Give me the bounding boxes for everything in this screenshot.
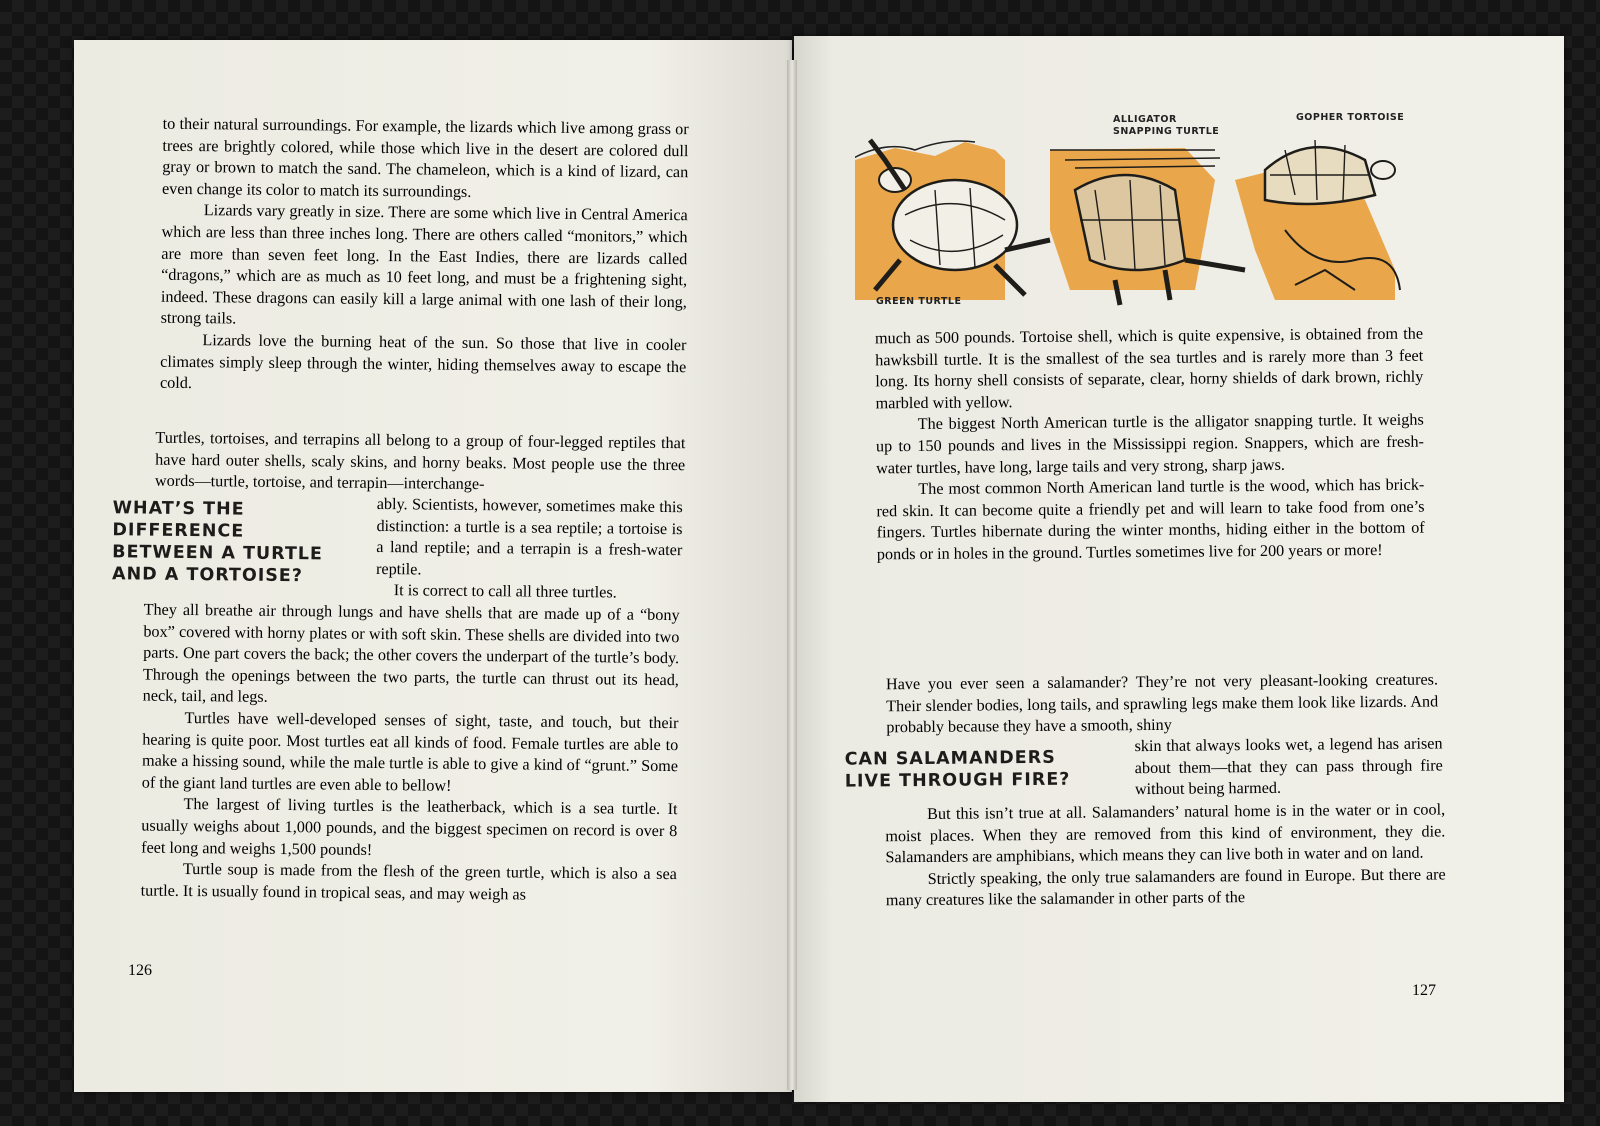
paragraph: Strictly speaking, the only true salamanders are found in Europe. But there are many creatures like the salamander in other parts of the	[885, 865, 1446, 910]
paragraph: The largest of living turtles is the leatherback, which is a sea turtle. It usually weighs about 1,000 pounds, and the biggest specimen on record is over 8 feet long and weighs 1,500 pounds!	[141, 795, 678, 859]
turtle-illustration	[855, 120, 1415, 310]
gopher-tortoise-drawing	[1235, 140, 1400, 300]
caption-alligator-snapping-turtle: ALLIGATOR SNAPPING TURTLE	[1113, 114, 1220, 137]
green-turtle-drawing	[855, 140, 1050, 300]
alligator-snapping-turtle-drawing	[1050, 148, 1245, 305]
paragraph: It is correct to call all three turtles.	[393, 581, 617, 602]
paragraph: The most common North American land turtle is the wood, which has brick-red skin. It can become quite a friendly pet and will learn to take food from one’s fingers. Turtles hibernate during the winter months, hiding either in the bottom of ponds or in holes in the ground. Turtles sometimes live for 200 years or more!	[876, 475, 1425, 564]
book-gutter	[787, 60, 797, 1090]
paragraph: The biggest North American turtle is the alligator snapping turtle. It weighs up to 150 pounds and lives in the Mississippi region. Snappers, which are fresh-water turtles, have long, large tails and very strong, sharp jaws.	[875, 410, 1424, 477]
paragraph: to their natural surroundings. For example, the lizards which live among grass or trees are brightly colored, while those which live in the desert are colored dull gray or brown to match the sand. The chameleon, which is a kind of lizard, can even change its color to match its surroundings.	[161, 114, 689, 201]
caption-gopher-tortoise: GOPHER TORTOISE	[1296, 112, 1405, 123]
paragraph: Lizards love the burning heat of the sun. So those that live in cooler climates simply sleep through the winter, hiding themselves away to escape the cold.	[159, 331, 687, 393]
page-number: 126	[128, 962, 152, 979]
paragraph: Turtle soup is made from the flesh of the green turtle, which is also a sea turtle. It is usually found in tropical seas, and may weigh as	[140, 860, 677, 904]
caption-green-turtle: GREEN TURTLE	[876, 296, 962, 307]
paragraph: Lizards vary greatly in size. There are some which live in Central America which are less than three inches long. There are others called “monitors,” which are more than seven feet long. In the East Indies, there are lizards called “dragons,” which are as much as 10 feet long, and must be a frightening sight, indeed. These dragons can easily kill a large animal with one lash of their long, strong tails.	[160, 201, 688, 328]
paragraph: much as 500 pounds. Tortoise shell, which is quite expensive, is obtained from the hawksbill turtle. It is the smallest of the sea turtles and is rarely more than 3 feet long. Its horny shell consists of separate, clear, horny shields of dark brown, richly marbled with yellow.	[874, 324, 1424, 413]
paragraph: Turtles have well-developed senses of sight, taste, and touch, but their hearing is quite poor. Most turtles eat all kinds of food. Female turtles are able to make a hissing sound, while the male turtle is able to give a kind of “grunt.” Some of the giant land turtles are even able to bellow!	[141, 708, 679, 795]
paragraph: They all breathe air through lungs and have shells that are made up of a “bony box” covered with horny plates or with soft skin. These shells are divided into two parts. One part covers the back; the other covers the underpart of the turtle’s body. Through the openings between the two parts, the turtle can thrust out its head, neck, tail, and legs.	[142, 600, 680, 707]
section-intro: Turtles, tortoises, and terrapins all belong to a group of four-legged reptiles that have hard outer shells, scaly skins, and horny beaks. Most people use the three words—turtle, tortoise, and terrapin—interchange-	[154, 428, 686, 494]
paragraph: ably. Scientists, however, sometimes make this distinction: a turtle is a sea reptile; a tortoise is a land reptile; and a terrapin is a fresh-water reptile.	[375, 494, 683, 579]
page-number: 127	[1412, 982, 1436, 999]
section-heading: WHAT’S THE DIFFERENCE BETWEEN A TURTLE AND A TORTOISE?	[111, 498, 324, 587]
paragraph: skin that always looks wet, a legend has arisen about them—that they can pass through fire without being harmed.	[1134, 734, 1443, 799]
paragraph: But this isn’t true at all. Salamanders’ natural home is in the water or in cool, moist places. When they are removed from this kind of environment, they die. Salamanders are amphibians, which means they can live both in water and on land.	[885, 800, 1446, 867]
section-heading: CAN SALAMANDERS LIVE THROUGH FIRE?	[844, 747, 1071, 792]
section-intro: Have you ever seen a salamander? They’re not very pleasant-looking creatures. Their slender bodies, long tails, and sprawling legs make them look like lizards. And probably because they have a smooth, shiny	[885, 670, 1439, 737]
